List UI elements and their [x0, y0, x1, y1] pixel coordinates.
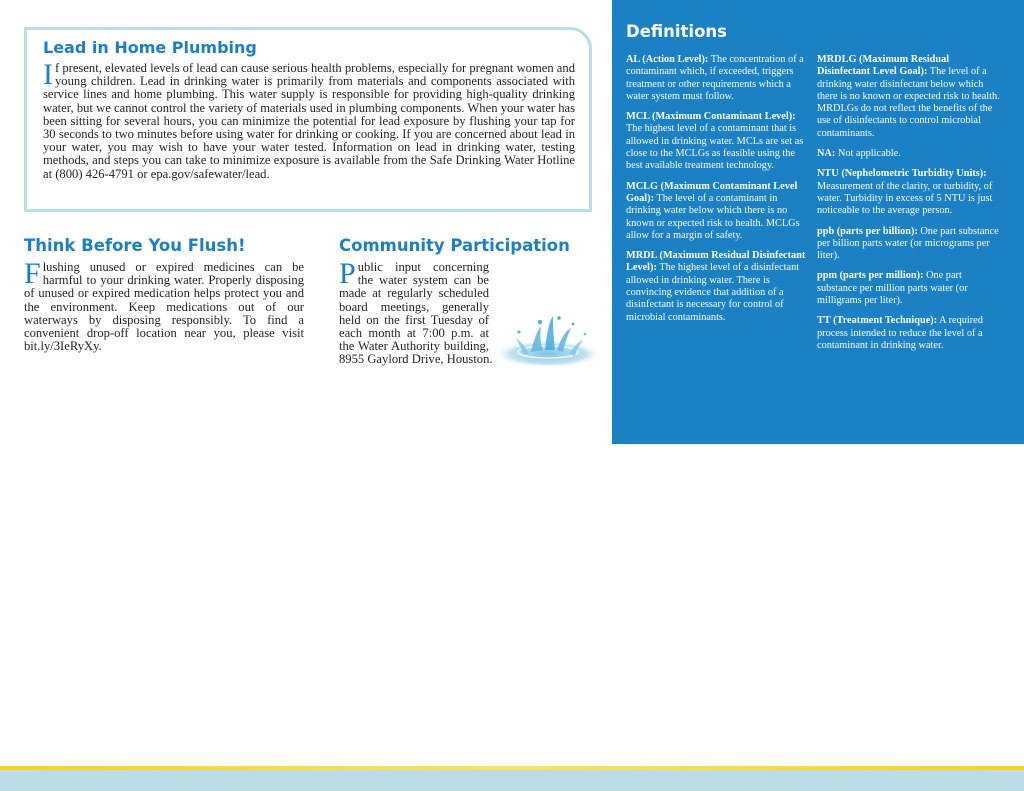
- definition-text: One part substance per billion parts water (or micrograms per liter).: [817, 225, 999, 262]
- flush-body: [24, 257, 304, 354]
- definition-text: The level of a contaminant in drinking water below which there is no known or expected risk to health. MCLGs allow for a margin of safety.: [626, 192, 800, 241]
- definition-na: [817, 148, 1000, 160]
- definition-ppb: [817, 226, 1000, 263]
- definition-mrdl: [626, 250, 807, 324]
- definition-term: MRDLG (Maximum Residual Disinfectant Level Goal):: [817, 54, 950, 78]
- definition-ntu: [817, 168, 1000, 217]
- definition-text: The highest level of a contaminant that is allowed in drinking water. MCLs are set as close to the MCLGs as feasible using the best available treatment technology.: [626, 123, 804, 172]
- footer-band-blue: [0, 770, 1024, 791]
- flush-dropcap: F: [24, 257, 41, 290]
- definition-text: The highest level of a disinfectant allowed in drinking water. There is convincing evidence that addition of a disinfectant is necessary for control of microbial contaminants.: [626, 262, 800, 323]
- definitions-column-left: [626, 54, 807, 332]
- definition-mclg: [626, 181, 807, 242]
- definitions-panel: [612, 0, 1024, 444]
- definition-term: MCLG (Maximum Contaminant Level Goal):: [626, 180, 798, 204]
- definition-text: Measurement of the clarity, or turbidity, of water. Turbidity in excess of 5 NTU is just noticeable to the average person.: [817, 180, 993, 217]
- definition-mcl: [626, 111, 807, 172]
- definition-ppm: [817, 270, 1000, 307]
- community-title: Community Participation: [339, 236, 570, 255]
- definition-term: TT (Treatment Technique):: [817, 315, 938, 327]
- lead-section: [24, 27, 592, 212]
- definition-mrdlg: [817, 54, 1000, 140]
- definition-text: A required process intended to reduce the level of a contaminant in drinking water.: [817, 315, 983, 351]
- definition-term: MRDL (Maximum Residual Disinfectant Level):: [626, 250, 806, 274]
- definition-term: ppb (parts per billion):: [817, 225, 918, 237]
- flush-section: [24, 236, 304, 353]
- definitions-title: Definitions: [626, 22, 727, 41]
- community-dropcap: P: [339, 257, 356, 290]
- lead-body: [43, 58, 575, 181]
- definition-term: ppm (parts per million):: [817, 270, 924, 282]
- definition-term: AL (Action Level):: [626, 54, 709, 65]
- lead-dropcap: I: [43, 58, 53, 91]
- community-text: ublic input concerning the water system can be made at regularly scheduled board meetings, generally held on the first Tuesday of each month at 7:00 p.m. at the Water Authority building, 8955 Gaylord Drive, Houston.: [339, 260, 493, 367]
- definition-al: [626, 54, 807, 103]
- definitions-column-right: [817, 54, 1000, 360]
- definition-text: One part substance per million parts water (or milligrams per liter).: [817, 270, 968, 307]
- definition-term: NTU (Nephelometric Turbidity Units):: [817, 168, 987, 180]
- water-splash-image: [493, 312, 603, 370]
- definition-tt: [817, 315, 1000, 352]
- definition-term: MCL (Maximum Contaminant Level):: [626, 111, 796, 123]
- definition-term: NA:: [817, 148, 836, 160]
- flush-text: lushing unused or expired medicines can be harmful to your drinking water. Properly disposing of unused or expired medication helps protect you and the environment. Keep medications out of our waterways by disposing responsibly. To find a convenient drop-off location near you, please visit bit.ly/3IeRyXy.: [24, 260, 304, 354]
- flush-title: Think Before You Flush!: [24, 236, 246, 255]
- lead-text: f present, elevated levels of lead can cause serious health problems, especially for pregnant women and young children. Lead in drinking water is primarily from materials and components associated with service lines and home plumbing. This water supply is responsible for providing high-quality drinking water, but we cannot control the variety of materials used in plumbing components. When your water has been sitting for several hours, you can minimize the potential for lead exposure by flushing your tap for 30 seconds to two minutes before using water for drinking or cooking. If you are concerned about lead in your water, you may wish to have your water tested. Information on lead in drinking water, testing methods, and steps you can take to minimize exposure is available from the Safe Drinking Water Hotline at (800) 426-4791 or epa.gov/safewater/lead.: [43, 61, 575, 181]
- definition-text: The concentration of a contaminant which, if exceeded, triggers treatment or other requirements which a water system must follow.: [626, 54, 804, 102]
- lead-title: Lead in Home Plumbing: [43, 38, 257, 57]
- definition-text: Not applicable.: [837, 148, 901, 160]
- definition-text: The level of a drinking water disinfectant below which there is no known or expected risk to health. MRDLGs do not reflect the benefits of the use of disinfectants to control microbial contaminants.: [817, 66, 1000, 139]
